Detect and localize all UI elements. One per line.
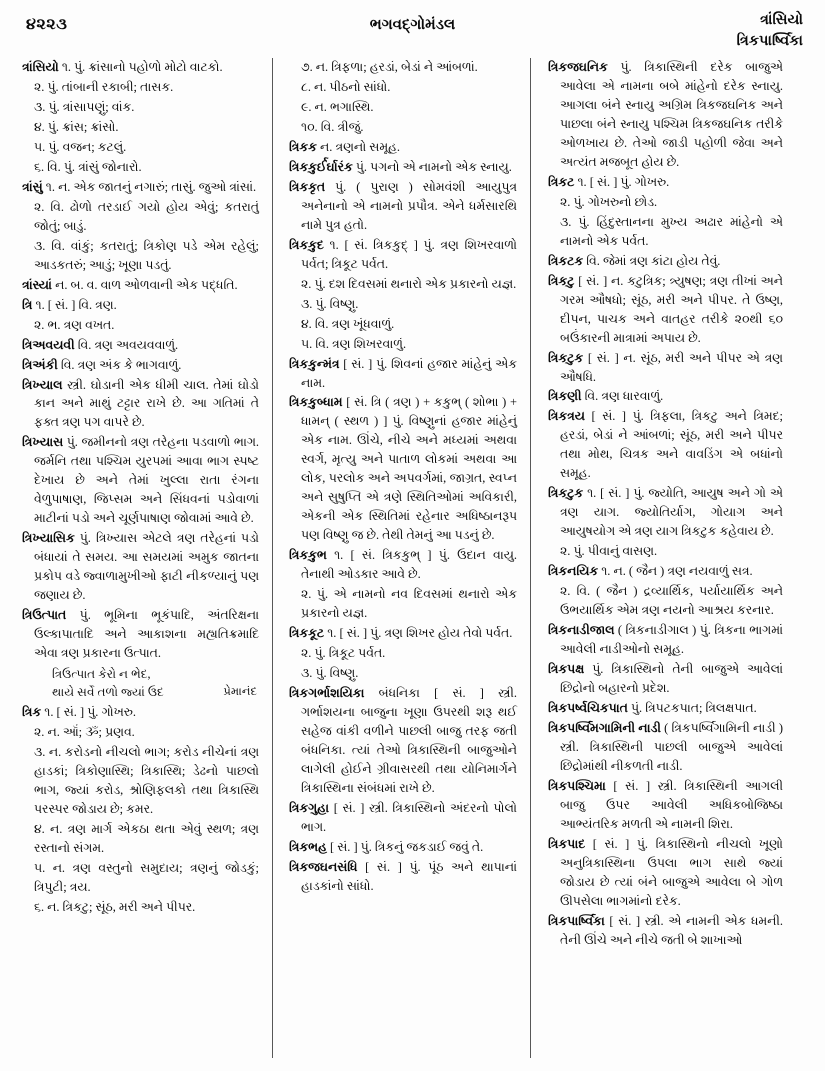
entry-definition: પું. ત્રિકાસ્થિની દરેક બાજુએ આવેલા એ નામના બબે માંહેનો દરેક સ્નાયુ. આગલા બંને સ્નાયુ અગ્રિમ ત્રિકજઘનિક અને પાછલા બંને સ્નાયુ પશ્ચિમ ત્રિકજઘનિક તરીકે ઓળખાય છે. તેઓ જાડી પહોળી જેવા અને અત્યંત મજબૂત હોય છે. [560,60,783,169]
entry-definition: ૧. [ સં. ] વિ. ત્રણ. [32,297,117,312]
entry-definition: ૨. પું. એ નામનો નવ દિવસમાં થનારો એક પ્રકારનો યજ્ઞ. [301,587,517,621]
dictionary-entry [22,376,259,433]
book-title: ભગવદ્ગોમંડલ [369,17,456,33]
entry-definition: ન. બ. વ. વાળ ઓળવાની એક પદ્ધતિ. [51,277,238,292]
entry-definition: ન. ત્રણનો સમૂહ. [316,139,400,154]
dictionary-sense [548,542,783,561]
dictionary-entry [548,484,783,541]
headword: ત્રિખ્યાલ [22,377,63,392]
headword: ત્રિ [22,297,33,312]
column-divider-2 [530,58,531,1058]
dictionary-entry [548,719,783,776]
dictionary-sense [22,98,259,117]
entry-definition: ૧૦. વિ. ત્રીજું. [301,119,364,134]
dictionary-entry [548,272,783,348]
dictionary-sense [22,743,259,819]
dictionary-sense [548,193,783,212]
headword: ત્રિખ્યાસ [22,435,64,450]
entry-definition: [ સં. ] ન. કટુત્રિક; ત્ર્યુષણ; ત્રણ તીખાં અને ગરમ ઔષધો; સૂંઠ, મરી અને પીપર. તે ઉષ્ણ, દીપન, પાચક અને વાતહર તરીકે ૨૦થી ૬૦ બઉંકારની માત્રામાં અપાય છે. [560,273,783,345]
headword: ત્રિકકુબ્ધામ [289,395,343,410]
dictionary-sense [289,664,517,683]
entry-definition: ૬. વિ. પું. ત્રાંસું જોનારો. [34,159,142,174]
entry-definition: ૧. ન. એક જાતનું નગારું; તાસું. જુઓ ત્રાંસાં. [42,179,257,194]
dictionary-sense [289,98,517,117]
entry-definition: ૬. ન. ત્રિકટુ; સૂંઠ, મરી અને પીપર. [34,900,196,914]
dictionary-entry [22,529,259,605]
entry-definition: ૨. પું. તાંબાની રકાબી; તાસક. [34,79,174,94]
dictionary-entry [548,699,783,718]
headword: ત્રિઉત્પાત [22,608,67,623]
headword: ત્રિઅંકી [22,357,58,372]
headword: ત્રિકકુદ [289,237,324,252]
headword: ત્રિકકુન્મંત્ર [289,356,340,371]
entry-definition: ૪. વિ. ત્રણ ખૂંધવાળું. [301,316,395,331]
dictionary-sense [22,158,259,177]
dictionary-sense [289,275,517,294]
headword: ત્રિકટુક [548,350,584,365]
dictionary-sense [289,315,517,334]
entry-definition: ૧. [ સં. ] પું. જ્યોતિ, આયુષ અને ગો એ ત્રણ યાગ. જ્યોતિર્યાગ, ગોયાગ અને આયુષયોગ એ ત્રણ યાગ ત્રિકટુક કહેવાય છે. [560,486,783,539]
entry-definition: [ સં. ] પું. ત્રિફલા, ત્રિકટુ અને ત્રિમદ; હરડાં, બેડાં ને આંબળાં; સૂંઠ, મરી અને પીપર તથા મોથ, ચિત્રક અને વાવડિંગ એ બધાંનો સમૂહ. [560,409,783,481]
entry-definition: ૩. પું. વિષ્ણુ. [301,296,359,311]
dictionary-sense [289,118,517,137]
dictionary-entry [548,58,783,172]
column-3 [534,58,785,1058]
entry-definition: વિ. ત્રણ અવયવવાળું. [74,337,179,352]
headword: ત્રિકકૂટ [289,626,325,641]
headword: ત્રિખ્યાસિક [22,531,75,546]
verse-quotation [22,665,259,701]
entry-definition: ૧. [ સં. ત્રિકકુદ્ ] પું. ત્રણ શિખરવાળો પર્વત; ત્રિકૂટ પર્વત. [301,237,517,271]
dictionary-entry [22,336,259,355]
dictionary-entry [289,393,517,545]
dictionary-sense [22,118,259,137]
entry-definition: ૨. પું. ત્રિકૂટ પર્વત. [301,646,386,661]
entry-definition: ૨. પું. દશ દિવસમાં થનારો એક પ્રકારનો યજ્ઞ. [301,276,517,291]
headword: ત્રિકકૃત [289,179,326,194]
running-guide-words [737,10,803,52]
entry-definition: [ સં. ] ન. સૂંઠ, મરી અને પીપર એ ત્રણ ઔષધિ. [560,350,783,384]
guide-word-second: ત્રિકપાર્ષ્વિકા [736,33,803,50]
dictionary-entry [289,138,517,157]
entry-definition: [ સં. ] પું. ત્રિકનું જકડાઈ જવું તે. [326,839,484,854]
headword: ત્રિકટુ [548,273,575,288]
dictionary-entry [548,407,783,483]
entry-definition: ૫. વિ. ત્રણ શિખરવાળું. [301,336,407,351]
dictionary-entry [289,236,517,274]
dictionary-entry [548,173,783,192]
entry-definition: ૫. પું. વજન; કટલું. [34,139,127,154]
entry-definition: ( ત્રિકનાડીગાલ ) પું. ત્રિકના ભાગમાં આવેલી નાડીઓનો સમૂહ. [560,623,783,657]
dictionary-sense [22,859,259,897]
entry-definition: ૪. ન. ત્રણ માર્ગ એકઠા થતા એવું સ્થળ; ત્રણ રસ્તાનો સંગમ. [34,822,259,856]
entry-definition: સ્ત્રી. ઘોડાની એક ધીમી ચાલ. તેમાં ઘોડો કાન અને માથું ટટ્ટાર રાખે છે. આ ગતિમાં તે ફક્ત ત્રણ પગ વાપરે છે. [34,377,259,430]
dictionary-sense [22,898,259,917]
headword: ત્રિઅવયવી [22,337,75,352]
entry-definition: ૩. વિ. વાંકું; કતરાતું; ત્રિકોણ પડે એમ રહેલું; આડકતરું; આડું; ખૂણા પડતું. [34,238,259,272]
entry-definition: પું. ત્રિખ્યાસ એટલે ત્રણ તરેહનાં પડો બંધાયાં તે સમય. આ સમયમાં અમુક જાતના પ્રકોપ વડે જ્વાળામુખીઓ ફાટી નીકળ્યાનું પણ જણાય છે. [34,531,259,603]
entry-definition: ૩. પું. ત્રાંસાપણું; વાંક. [34,99,135,114]
headword: ત્રિકભહ [289,839,327,854]
dictionary-entry [22,703,259,722]
column-container [18,58,810,1058]
entry-definition: ૫. ન. ત્રણ વસ્તુનો સમુદાય; ત્રણનું જોડકું; ત્રિપુટી; ત્રય. [34,861,259,895]
entry-definition: [ સં. ] પું. ત્રિકાસ્થિનો નીચલો ખૂણો અનુત્રિકાસ્થિના ઉપલા ભાગ સાથે જ્યાં જોડાય છે ત્યાં બંને બાજુએ આવેલા બે ગોળ ઊપસેલા ભાગમાંનો દરેક. [560,836,783,908]
headword: ત્રિકણી [548,389,582,404]
dictionary-entry [22,296,259,315]
entry-definition: ૨. ન. ઑં; ૐ; પ્રણવ. [34,725,135,740]
dictionary-entry [548,387,783,406]
entry-definition: વિ. જેમાં ત્રણ કાંટા હોય તેવું. [583,253,721,268]
headword: ત્રિકટ [548,174,575,189]
headword: ત્રિકક [289,139,317,154]
entry-definition: [ સં. ] પું. પૂંઠ અને થાપાનાં હાડકાંનો સાંધો. [301,859,517,893]
dictionary-sense [548,213,783,251]
page-header [0,10,825,56]
dictionary-entry [289,158,517,177]
dictionary-entry [548,252,783,271]
quote-attribution: પ્રેમાનંદ [223,685,257,699]
entry-definition: ૯. ન. ભગાસ્થિ. [301,99,374,114]
dictionary-entry [22,606,259,663]
dictionary-sense [289,295,517,314]
dictionary-entry [548,562,783,581]
dictionary-sense [548,582,783,620]
dictionary-entry [289,684,517,798]
dictionary-entry [22,276,259,295]
headword: ત્રિકજઘનિક [548,60,608,74]
dictionary-entry [548,660,783,698]
dictionary-sense [22,138,259,157]
dictionary-sense [22,723,259,742]
dictionary-sense [289,644,517,663]
entry-definition: ૧. પું. ક્રાંસાનો પહોળો મોટો વાટકો. [58,60,223,74]
page-number: ૪૨૨૩ [26,16,68,33]
dictionary-entry [22,356,259,375]
entry-definition: ૩. પું. વિષ્ણુ. [301,666,359,681]
headword: ત્રિકપાદ [548,836,586,851]
entry-definition: ૮. ન. પીઠનો સાંધો. [301,79,391,94]
entry-definition: ૧. [ સં. ] પું. ગોખરુ. [41,705,136,720]
quote-line: ત્રિઉત્પાત કેરો ન ભેદ, [52,667,151,682]
dictionary-entry [289,838,517,857]
entry-definition: [ સં. ત્રિ ( ત્રણ ) + કકુભ્ ( શોભા ) + ધામન્ ( સ્થળ ) ] પું. વિષ્ણુનાં હજાર માંહેનું એક નામ. ઊંચે, નીચે અને મધ્યમાં અથવા સ્વર્ગ, મૃત્યુ અને પાતાળ લોકમાં અથવા આ લોક, પરલોક અને અપવર્ગમાં, જાગ્રત, સ્વપ્ન અને સુષુપ્તિ એ ત્રણે સ્થિતિઓમાં અવિકારી, એકની એક સ્થિતિમાં રહેનાર અધિષ્ઠાનરૂપ પણ વિષ્ણુ જ છે. તેથી તેમનું આ પડનું છે. [301,395,517,543]
headword: ત્રાંસું [22,179,43,194]
dictionary-entry [22,433,259,528]
headword: ત્રાંસ્યાં [22,277,52,292]
headword: ત્રિકગર્ભાશયિકા [289,686,365,700]
entry-definition: પું. પગનો એ નામનો એક સ્નાયુ. [352,159,512,174]
dictionary-sense [22,820,259,858]
headword: ત્રાંસિયો [22,60,59,74]
dictionary-entry [548,912,783,950]
entry-definition: ૪. પું. ક્રાંસ; ક્રાંસો. [34,119,119,134]
dictionary-entry [289,178,517,235]
entry-definition: [ સં. ] પું. શિવનાં હજાર માંહેનું એક નામ. [301,356,517,390]
headword: ત્રિકપર્ષ્વિમગામિની નાડી [548,720,661,735]
entry-definition: [ સં. ] સ્ત્રી. ત્રિકાસ્થિનો અંદરનો પોલો ભાગ. [301,800,517,834]
dictionary-sense [289,585,517,623]
dictionary-entry [548,835,783,911]
entry-definition: ૨. વિ. ઢોળો તરડાઈ ગયો હોય એવું; કતરાતું જોતું; બાડું. [34,199,259,233]
entry-definition: ૩. પું. હિંદુસ્તાનના મુખ્ય અઢાર માંહેનો એ નામનો એક પર્વત. [560,214,783,248]
headword: ત્રિકકુર્ઈર્ઘારંક [289,159,353,174]
headword: ત્રિકકુભ [289,548,327,563]
dictionary-entry [22,178,259,197]
entry-definition: ૨. વિ. ( જૈન ) દ્રવ્યાર્થિક, પર્યાયાર્થિક અને ઉભયાર્થિક એમ ત્રણ નયનો આશ્રય કરનાર. [560,584,783,618]
headword: ત્રિકપાર્ષ્વિકા [548,913,605,928]
entry-definition: ૧. [ સં. ત્રિકકુભ્ ] પું. ઉદાન વાયુ. તેનાથી ઓડકાર આવે છે. [301,548,517,582]
headword: ત્રિકપશ્ચિમા [548,778,606,793]
entry-definition: [ સં. ] સ્ત્રી. એ નામની એક ધમની. તેની ઊંચે અને નીચે જતી બે શાખાઓ [560,913,783,947]
column-1 [18,58,269,1058]
guide-word-first: ત્રાંસિયો [760,12,803,28]
headword: ત્રિકટુક [548,486,584,501]
dictionary-entry [289,546,517,584]
headword: ત્રિકજઘનસંધિ [289,859,358,874]
dictionary-sense [22,237,259,275]
entry-definition: ( ત્રિકપર્ષ્વિગામિની નાડી ) સ્ત્રી. ત્રિકાસ્થિની પાછલી બાજુએ આવેલાં છિદ્રોમાંથી નીકળતી નાડી. [560,720,783,773]
headword: ત્રિકનયિક [548,564,599,579]
dictionary-entry [548,349,783,387]
entry-definition: પું. ( પુરાણ ) સોમવંશી આયુપુત્ર અનેનાનો એ નામનો પ્રપૌત્ર. એને ધર્મસારથિ નામે પુત્ર હતો. [301,179,517,232]
entry-definition: ૩. ન. કરોડનો નીચલો ભાગ; કરોડ નીચેનાં ત્રણ હાડકાં; ત્રિકોણાસ્થિ; ત્રિકાસ્થિ; ડેઢનો પાછલો ભાગ, જ્યાં કરોડ, શ્રોણિફલકો તથા ત્રિકાસ્થિ પરસ્પર જોડાય છે; કમર. [34,745,259,817]
dictionary-entry [289,799,517,837]
entry-definition: પું. ભૂમિના ભૂકંપાદિ, અંતરિક્ષના ઉલ્કાપાતાદિ અને આકાશના મહ્યતિક્રમાદિ એવા ત્રણ પ્રકારના ઉત્પાત. [34,608,259,661]
headword: ત્રિકપર્ષ્વચિકપાત [548,700,628,715]
entry-definition: પું. ત્રિકાસ્થિનો તેની બાજુએ આવેલાં છિદ્રોનો બહારનો પ્રદેશ. [560,662,783,695]
dictionary-sense [22,198,259,236]
headword: ત્રિકટક [548,253,584,268]
dictionary-entry [22,58,259,77]
entry-definition: ૨. ભ. ત્રણ વખત. [34,317,115,332]
headword: ત્રિકનાડીજાલ [548,623,615,638]
entry-definition: પું. જમીનનો ત્રણ તરેહના પડવાળો ભાગ. જર્મનિ તથા પશ્ચિમ યુરપમાં આવા ભાગ સ્પષ્ટ દેખાય છે અને તેમાં ખુલ્લા રાતા રંગના વેળુપાષાણ, જિપ્સમ અને સિંધવનાં પડોવાળાં માટીનાં પડો અને ચૂર્ણપાષાણ જોવામાં આવે છે. [34,435,259,526]
dictionary-sense [22,78,259,97]
entry-definition: ૨. પું. પીવાનું વાસણ. [560,544,658,559]
dictionary-entry [289,624,517,643]
headword: ત્રિક [22,705,42,720]
dictionary-entry [548,777,783,834]
dictionary-sense [289,58,517,77]
quote-line: પ્રેમાનંદ થાયે સર્વે તળો જ્યાં ઉદ [52,685,257,700]
entry-definition: ૧. ન. ( જૈન ) ત્રણ નયવાળું સત્ર. [598,564,753,579]
dictionary-entry [289,355,517,393]
column-divider-1 [272,58,273,1058]
entry-definition: ૭. ન. ત્રિફળા; હરડાં, બેડાં ને આંબળાં. [301,60,478,74]
entry-definition: વિ. ત્રણ અંક કે ભાગવાળું. [57,357,182,372]
entry-definition: વિ. ત્રણ ધારવાળું. [581,389,664,404]
dictionary-sense [289,78,517,97]
entry-definition: બંધનિકા [ સં. ] સ્ત્રી. ગર્ભાશયના બાજુના ખૂણા ઉપરથી શરૂ થઈ સહેજ વાંકી વળીને પાછલી બાજુ તરફ જતી બંધનિકા. ત્યાં તેઓ ત્રિકાસ્થિની બાજુઓને લાગેલી હોઈને ગ્રીવાસરથી તથા યોનિમાર્ગને ત્રિકાસ્થિના સંબંધમાં રાખે છે. [301,686,517,795]
headword: ત્રિકપક્ષ [548,662,585,677]
column-2 [276,58,527,1058]
headword: ત્રિકત્રય [548,409,585,424]
entry-definition: પું. ત્રિપટકપાત; ત્રિલક્ષપાત. [627,700,757,715]
entry-definition: ૨. પું. ગોખરુનો છોડ. [560,194,658,209]
dictionary-entry [289,858,517,896]
entry-definition: ૧. [ સં. ] પું. ત્રણ શિખર હોય તેવો પર્વત. [324,626,513,641]
dictionary-entry [548,621,783,659]
dictionary-sense [22,316,259,335]
dictionary-sense [289,335,517,354]
entry-definition: ૧. [ સં. ] પું. ગોખરુ. [574,174,670,189]
entry-definition: [ સં. ] સ્ત્રી. ત્રિકાસ્થિની આગલી બાજુ ઉપર આવેલી અધિકબોજિષ્ઠા આભ્યંતરિક મળતી એ નામની શિરા. [560,778,783,831]
headword: ત્રિકગુહા [289,800,330,815]
